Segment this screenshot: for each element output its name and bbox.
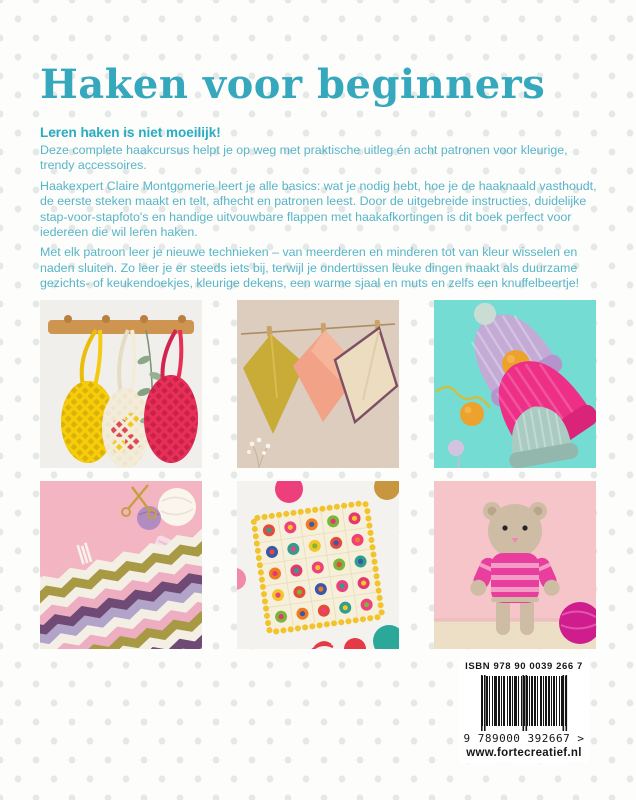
paragraph-3: Met elk patroon leer je nieuwe technieken – van meerderen en minderen tot van kleur wisselen en naden sluiten. Zo leer je er steeds iets bij, terwijl je ondertussen leuke dingen maakt als duurzame gezichts- of keukendoekjes, kleurige dekens, een warme sjaal en muts en zelfs een knuffelbeertje! <box>40 245 580 291</box>
crochet-teddy-bear-photo <box>434 481 596 649</box>
barcode-image <box>477 675 571 732</box>
page-title: Haken voor beginners <box>40 61 546 108</box>
cover-text-block <box>40 62 598 297</box>
beanies-with-pompoms-photo <box>434 300 596 468</box>
net-market-bags-photo <box>40 300 202 468</box>
washcloths-on-line-photo <box>237 300 399 468</box>
publisher-website: www.fortecreatief.nl <box>466 747 582 759</box>
isbn-label: ISBN 978 90 0039 266 7 <box>465 661 583 672</box>
barcode-number: 9 789000 392667 > <box>463 732 585 745</box>
paragraph-2: Haakexpert Claire Montgomerie leert je alle basics: wat je nodig hebt, hoe je de haaknaald vasthoudt, de eerste steken maakt en telt, afhecht en patronen leest. Door de uitgebreide instructies, duidelijke stap-voor-stapfoto's en handige uitvouwbare flappen met haakafkortingen is dit boek perfect voor iedereen die wil leren haken. <box>40 178 597 240</box>
photo-grid <box>40 300 596 649</box>
chevron-blanket-photo <box>40 481 202 649</box>
intro-heading: Leren haken is niet moeilijk! <box>40 125 221 140</box>
cover-description <box>40 143 598 292</box>
paragraph-1: Deze complete haakcursus helpt je op weg met praktische uitleg én acht patronen voor kleurige, trendy accessoires. <box>40 143 568 173</box>
granny-square-pillow-photo <box>237 481 399 649</box>
barcode-block <box>459 658 589 763</box>
